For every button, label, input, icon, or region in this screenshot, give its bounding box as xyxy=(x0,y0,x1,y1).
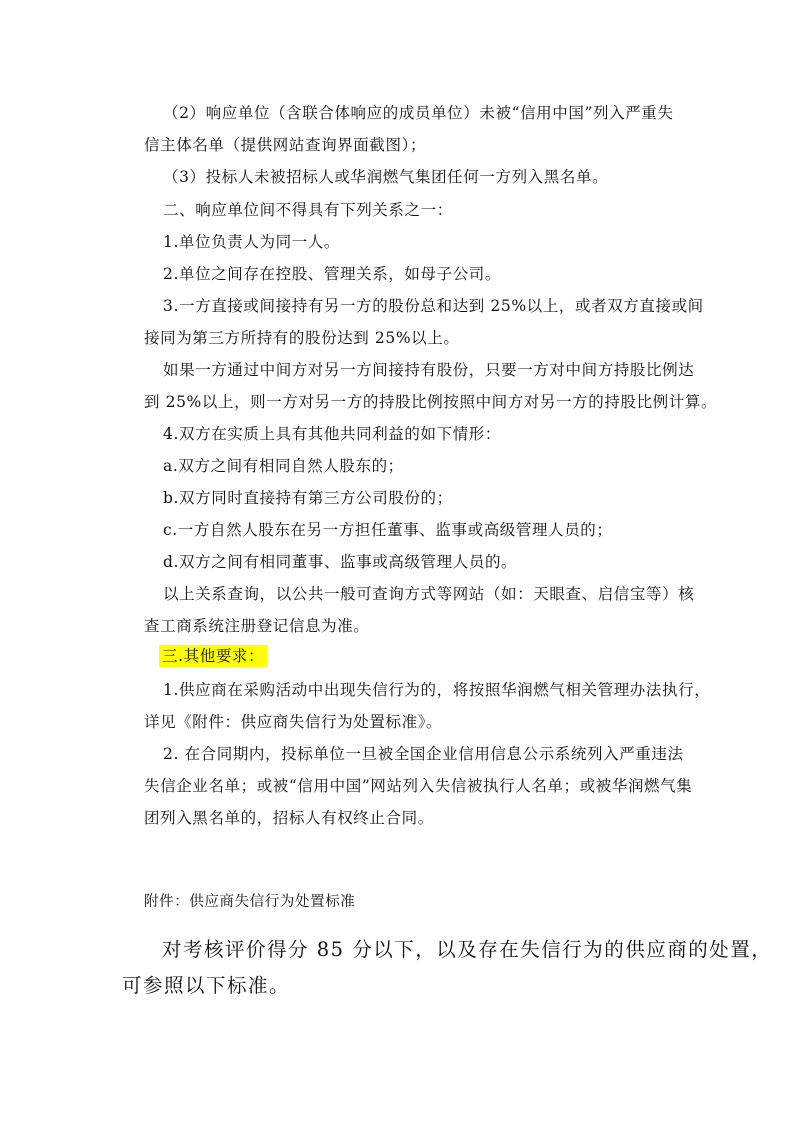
annex-title: 附件：供应商失信行为处置标准 xyxy=(144,894,356,910)
highlight-mark: 三.其他要求： xyxy=(159,645,267,667)
paragraph-line: 以上关系查询，以公共一般可查询方式等网站（如：天眼查、启信宝等）核 xyxy=(163,585,695,603)
list-item: 3.一方直接或间接持有另一方的股份总和达到 25%以上，或者双方直接或间 xyxy=(163,297,704,315)
list-item: 1.供应商在采购活动中出现失信行为的，将按照华润燃气相关管理办法执行， xyxy=(163,681,711,699)
paragraph-line: 团列入黑名单的，招标人有权终止合同。 xyxy=(144,809,434,827)
annex-paragraph-line: 可参照以下标准。 xyxy=(122,974,291,997)
list-item: 2.单位之间存在控股、管理关系，如母子公司。 xyxy=(163,265,501,283)
paragraph-line: 到 25%以上，则一方对另一方的持股比例按照中间方对另一方的持股比例计算。 xyxy=(144,393,718,411)
highlighted-section-heading xyxy=(159,646,267,666)
paragraph-line: 接同为第三方所持有的股份达到 25%以上。 xyxy=(144,329,460,347)
paragraph-line: 如果一方通过中间方对另一方间接持有股份，只要一方对中间方持股比例达 xyxy=(163,361,695,379)
paragraph-line: 失信企业名单；或被“信用中国”网站列入失信被执行人名单；或被华润燃气集 xyxy=(144,777,693,795)
section-heading: 二、响应单位间不得具有下列关系之一： xyxy=(163,201,453,219)
sub-item: d.双方之间有相同董事、监事或高级管理人员的。 xyxy=(163,553,518,571)
sub-item: a.双方之间有相同自然人股东的； xyxy=(163,457,404,475)
paragraph-line: 信主体名单（提供网站查询界面截图）； xyxy=(144,136,427,154)
sub-item: b.双方同时直接持有第三方公司股份的； xyxy=(163,489,453,507)
list-item: 1.单位负责人为同一人。 xyxy=(163,233,340,251)
sub-item: c.一方自然人股东在另一方担任董事、监事或高级管理人员的； xyxy=(163,521,613,539)
list-item: 4.双方在实质上具有其他共同利益的如下情形： xyxy=(163,425,501,443)
list-item: 2. 在合同期内，投标单位一旦被全国企业信用信息公示系统列入严重违法 xyxy=(163,745,684,763)
annex-paragraph-line: 对考核评价得分 85 分以下，以及存在失信行为的供应商的处置， xyxy=(162,938,773,961)
paragraph-line: （2）响应单位（含联合体响应的成员单位）未被“信用中国”列入严重失 xyxy=(163,104,674,122)
paragraph-line: 查工商系统注册登记信息为准。 xyxy=(144,617,370,635)
paragraph-line: 详见《附件：供应商失信行为处置标准》。 xyxy=(144,713,443,731)
paragraph-line: （3）投标人未被招标人或华润燃气集团任何一方列入黑名单。 xyxy=(163,168,609,186)
